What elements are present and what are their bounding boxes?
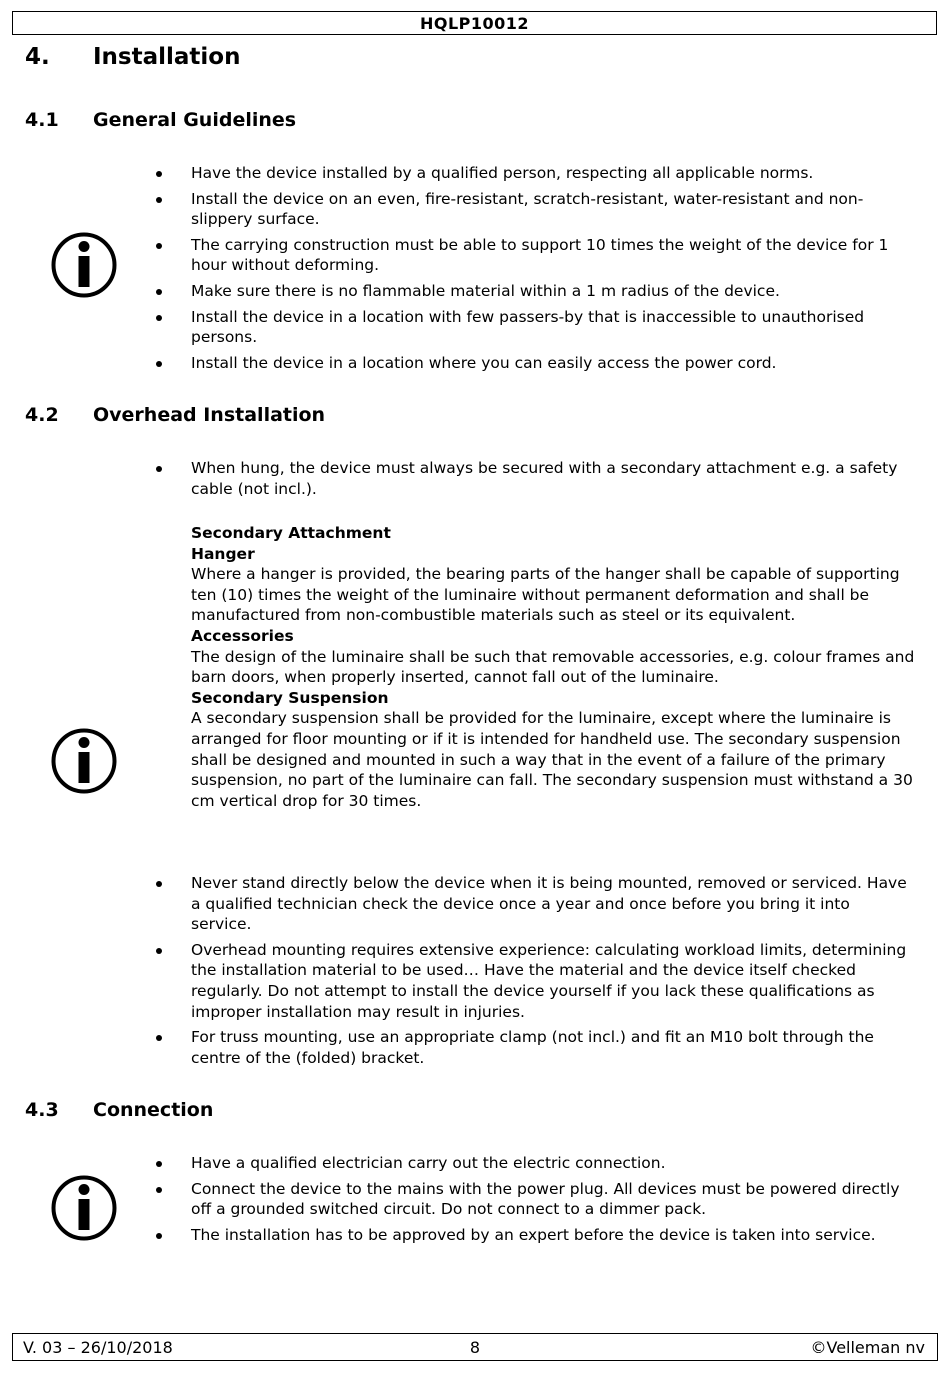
bullet-icon [156, 243, 162, 249]
page-footer [12, 1333, 938, 1361]
list-item [155, 353, 915, 374]
list-item [155, 940, 915, 1022]
version-date: V. 03 – 26/10/2018 [23, 1338, 173, 1357]
list-item-text: Never stand directly below the device when it is being mounted, removed or serviced. Have a qualified technician check the device once a year and once before you bring it into service. [191, 874, 907, 934]
list-item [155, 458, 915, 499]
list-item-text: When hung, the device must always be secured with a secondary attachment e.g. a safety cable (not incl.). [191, 459, 898, 498]
bullet-icon [156, 197, 162, 203]
suspension-title: Secondary Suspension [191, 688, 389, 707]
list-item [155, 281, 915, 302]
section-number: 4. [25, 44, 50, 70]
list-item-text: Install the device in a location with few passers-by that is inaccessible to unauthorised persons. [191, 307, 865, 347]
list-item-text: Connect the device to the mains with the power plug. All devices must be powered directly off a grounded switched circuit. Do not connect to a dimmer pack. [191, 1179, 900, 1219]
page-number: 8 [469, 1338, 481, 1357]
secondary-attachment-block [191, 523, 916, 811]
hanger-title: Hanger [191, 544, 255, 563]
info-icon [51, 728, 117, 794]
list-item [155, 1225, 915, 1246]
info-icon [51, 1175, 117, 1241]
list-item-text: The carrying construction must be able to support 10 times the weight of the device for 1 hour without deforming. [191, 235, 889, 275]
accessories-text: The design of the luminaire shall be such that removable accessories, e.g. colour frames and barn doors, when properly inserted, cannot fall out of the luminaire. [191, 647, 915, 687]
list-item-text: Have the device installed by a qualified person, respecting all applicable norms. [191, 164, 814, 182]
bullet-icon [156, 1187, 162, 1193]
list-item-text: For truss mounting, use an appropriate clamp (not incl.) and fit an M10 bolt through the centre of the (folded) bracket. [191, 1028, 874, 1067]
copyright: ©Velleman nv [810, 1338, 925, 1357]
subsection-heading-4-2 [25, 404, 325, 426]
bullet-icon [156, 466, 162, 472]
list-item [155, 873, 915, 935]
list-item [155, 1179, 915, 1220]
page-header [12, 11, 937, 35]
subsection-heading-4-3 [25, 1099, 213, 1121]
connection-list [155, 1153, 915, 1250]
suspension-text: A secondary suspension shall be provided for the luminaire, except where the luminaire is arranged for floor mounting or if it is intended for handheld use. The secondary suspension shall be designed and mounted in such a way that in the event of a failure of the primary suspension, no part of the luminaire can fall. The secondary suspension must withstand a 30 cm vertical drop for 30 times. [191, 709, 913, 810]
list-item [155, 307, 915, 348]
list-item-text: Have a qualified electrician carry out the electric connection. [191, 1154, 666, 1172]
section-title: Installation [93, 44, 241, 70]
overhead-list [155, 873, 915, 1073]
subsection-title: Connection [93, 1099, 214, 1121]
subsection-number: 4.2 [25, 404, 59, 426]
hanger-text: Where a hanger is provided, the bearing parts of the hanger shall be capable of supporting ten (10) times the weight of the luminaire without permanent deformation and shall be manufactured from non-combustible materials such as steel or its equivalent. [191, 565, 900, 625]
bullet-icon [156, 361, 162, 367]
list-item [155, 235, 915, 276]
section-heading [25, 44, 240, 70]
bullet-icon [156, 315, 162, 321]
bullet-icon [156, 171, 162, 177]
subsection-heading-4-1 [25, 109, 296, 131]
secondary-attachment-title: Secondary Attachment [191, 524, 391, 542]
subsection-number: 4.1 [25, 109, 59, 131]
bullet-icon [156, 1035, 162, 1041]
list-item [155, 189, 915, 230]
guidelines-list [155, 163, 915, 378]
bullet-icon [156, 289, 162, 295]
subsection-title: General Guidelines [93, 109, 297, 131]
list-item-text: Install the device on an even, fire-resistant, scratch-resistant, water-resistant and non-slippery surface. [191, 189, 864, 229]
overhead-intro-list [155, 458, 915, 504]
bullet-icon [156, 1233, 162, 1239]
list-item-text: Make sure there is no flammable material within a 1 m radius of the device. [191, 281, 780, 300]
subsection-number: 4.3 [25, 1099, 59, 1121]
bullet-icon [156, 948, 162, 954]
list-item-text: Install the device in a location where you can easily access the power cord. [191, 353, 777, 372]
list-item [155, 1153, 915, 1174]
bullet-icon [156, 1161, 162, 1167]
list-item-text: The installation has to be approved by an expert before the device is taken into service. [191, 1225, 876, 1244]
info-icon [51, 232, 117, 298]
list-item [155, 1027, 915, 1068]
bullet-icon [156, 881, 162, 887]
list-item-text: Overhead mounting requires extensive experience: calculating workload limits, determining the installation material to be used… Have the material and the device itself checked regularly. Do not attempt to install the device yourself if you lack these qualifications as improper installation may result in injuries. [191, 940, 907, 1021]
accessories-title: Accessories [191, 626, 294, 645]
model-number: HQLP10012 [419, 14, 530, 33]
subsection-title: Overhead Installation [93, 404, 326, 426]
list-item [155, 163, 915, 184]
